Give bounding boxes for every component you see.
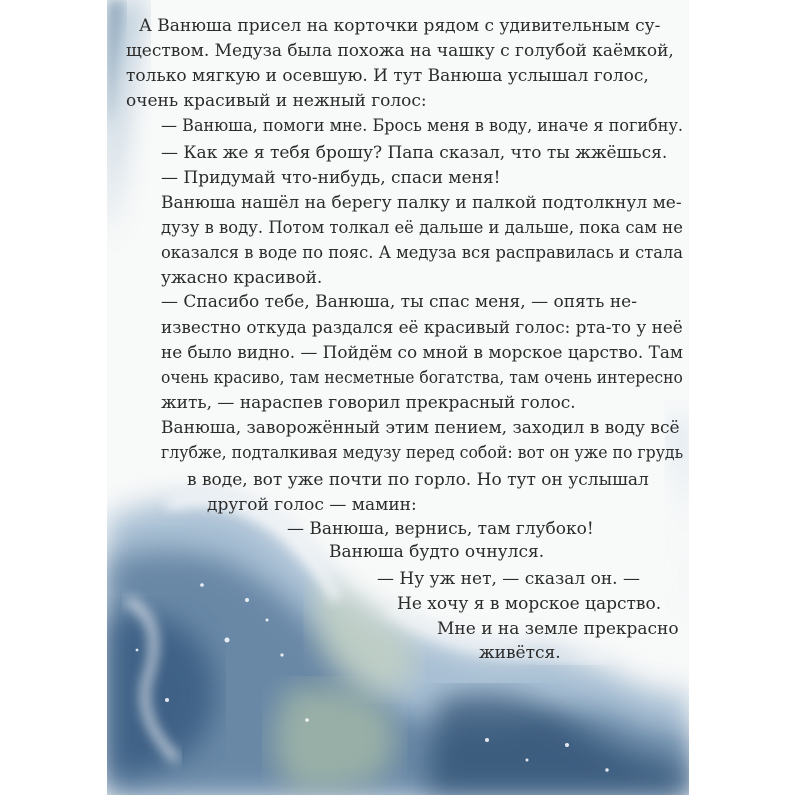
text-line-21: — Ванюша, вернись, там глубоко! (287, 519, 594, 539)
text-line-25: Мне и на земле прекрасно (437, 619, 679, 639)
text-line-20: другой голос — мамин: (207, 495, 417, 515)
text-line-2: ществом. Медуза была похожа на чашку с голубой каёмкой, (126, 41, 674, 61)
text-line-19: в воде, вот уже почти по горло. Но тут он услышал (187, 470, 649, 490)
text-line-8: Ванюша нашёл на берегу палку и палкой подтолкнул ме- (161, 193, 682, 213)
text-line-3: только мягкую и осевшую. И тут Ванюша услышал голос, (126, 66, 649, 86)
book-page (107, 0, 689, 795)
text-line-9: дузу в воду. Потом толкал её дальше и дальше, пока сам не (161, 218, 683, 238)
text-line-10: оказался в воде по пояс. А медуза вся расправилась и стала (161, 243, 683, 263)
text-line-13: известно откуда раздался её красивый голос: рта-то у неё (161, 318, 683, 338)
text-line-17: Ванюша, заворожённый этим пением, заходил в воду всё (161, 418, 680, 438)
text-line-5: — Ванюша, помоги мне. Брось меня в воду, иначе я погибну. (161, 116, 684, 136)
text-line-23: — Ну уж нет, — сказал он. — (377, 569, 640, 589)
story-text (107, 0, 689, 795)
text-line-18: глубже, подталкивая медузу перед собой: вот он уже по грудь (161, 443, 684, 463)
text-line-26: живётся. (479, 643, 561, 663)
text-line-15: очень красиво, там несметные богатства, там очень интересно (161, 368, 683, 388)
text-line-14: не было видно. — Пойдём со мной в морское царство. Там (161, 343, 683, 363)
text-line-1: А Ванюша присел на корточки рядом с удивительным су- (139, 16, 661, 36)
text-line-12: — Спасибо тебе, Ванюша, ты спас меня, — опять не- (161, 292, 637, 312)
text-line-4: очень красивый и нежный голос: (126, 91, 427, 111)
text-line-7: — Придумай что-нибудь, спаси меня! (161, 168, 501, 188)
text-line-22: Ванюша будто очнулся. (329, 542, 545, 562)
text-line-16: жить, — нараспев говорил прекрасный голос. (161, 393, 576, 413)
text-line-11: ужасно красивой. (161, 268, 323, 288)
text-line-24: Не хочу я в морское царство. (397, 594, 662, 614)
text-line-6: — Как же я тебя брошу? Папа сказал, что ты жжёшься. (161, 143, 668, 163)
